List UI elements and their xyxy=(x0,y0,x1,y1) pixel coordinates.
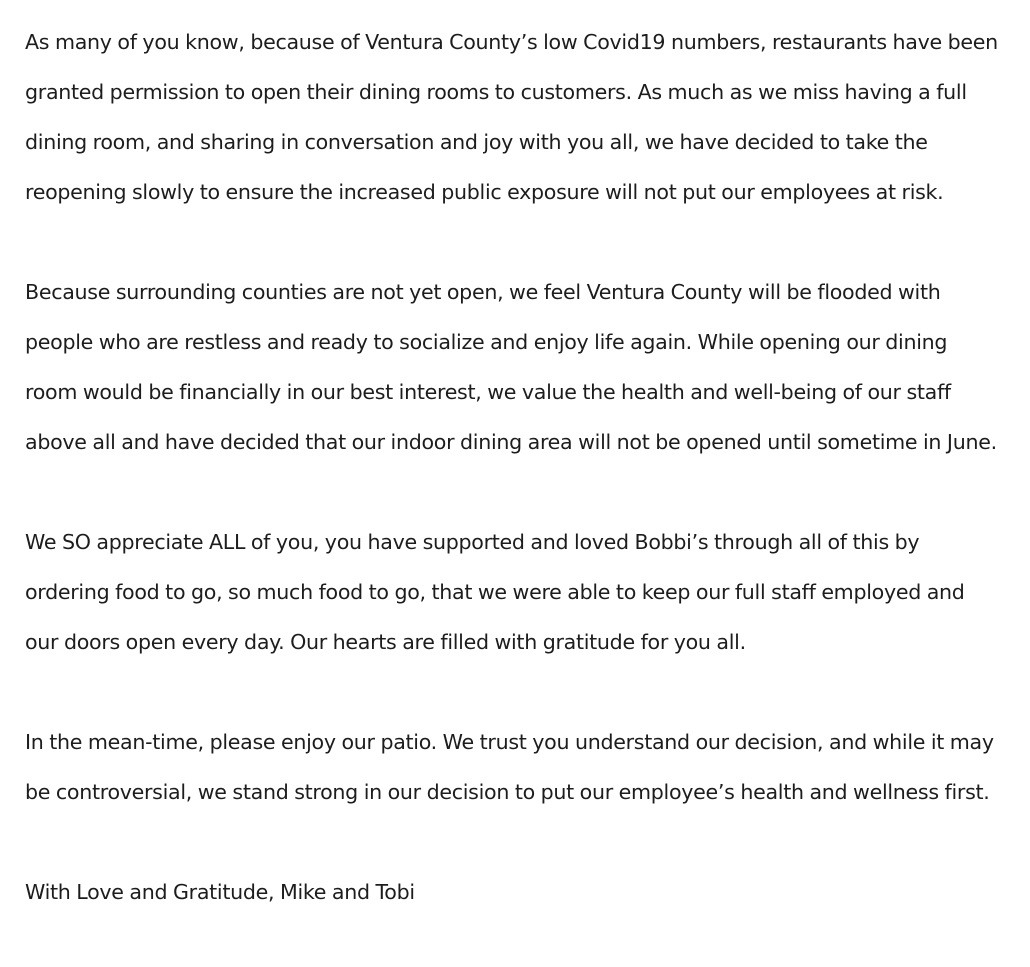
paragraph-line: reopening slowly to ensure the increased public exposure will not put our employees at risk. xyxy=(25,180,944,204)
paragraph-line: be controversial, we stand strong in our decision to put our employee’s health and wellness first. xyxy=(25,780,990,804)
paragraph-surrounding-counties xyxy=(25,267,1020,467)
paragraph-appreciation xyxy=(25,517,1020,667)
paragraph-line: Because surrounding counties are not yet open, we feel Ventura County will be flooded with xyxy=(25,280,941,304)
paragraph-line: As many of you know, because of Ventura County’s low Covid19 numbers, restaurants have been xyxy=(25,30,998,54)
paragraph-reopening xyxy=(25,17,1020,217)
letter-body xyxy=(25,17,1020,967)
signature-line: With Love and Gratitude, Mike and Tobi xyxy=(25,880,415,904)
paragraph-line: our doors open every day. Our hearts are filled with gratitude for you all. xyxy=(25,630,746,654)
paragraph-line: dining room, and sharing in conversation and joy with you all, we have decided to take the xyxy=(25,130,928,154)
paragraph-line: people who are restless and ready to socialize and enjoy life again. While opening our dining xyxy=(25,330,948,354)
paragraph-line: In the mean-time, please enjoy our patio. We trust you understand our decision, and while it may xyxy=(25,730,994,754)
paragraph-line: We SO appreciate ALL of you, you have supported and loved Bobbi’s through all of this by xyxy=(25,530,920,554)
paragraph-line: above all and have decided that our indoor dining area will not be opened until sometime in June. xyxy=(25,430,997,454)
paragraph-line: ordering food to go, so much food to go, that we were able to keep our full staff employed and xyxy=(25,580,965,604)
paragraph-patio xyxy=(25,717,1020,817)
signature xyxy=(25,867,1020,917)
paragraph-line: granted permission to open their dining rooms to customers. As much as we miss having a full xyxy=(25,80,967,104)
paragraph-line: room would be financially in our best interest, we value the health and well-being of our staff xyxy=(25,380,951,404)
